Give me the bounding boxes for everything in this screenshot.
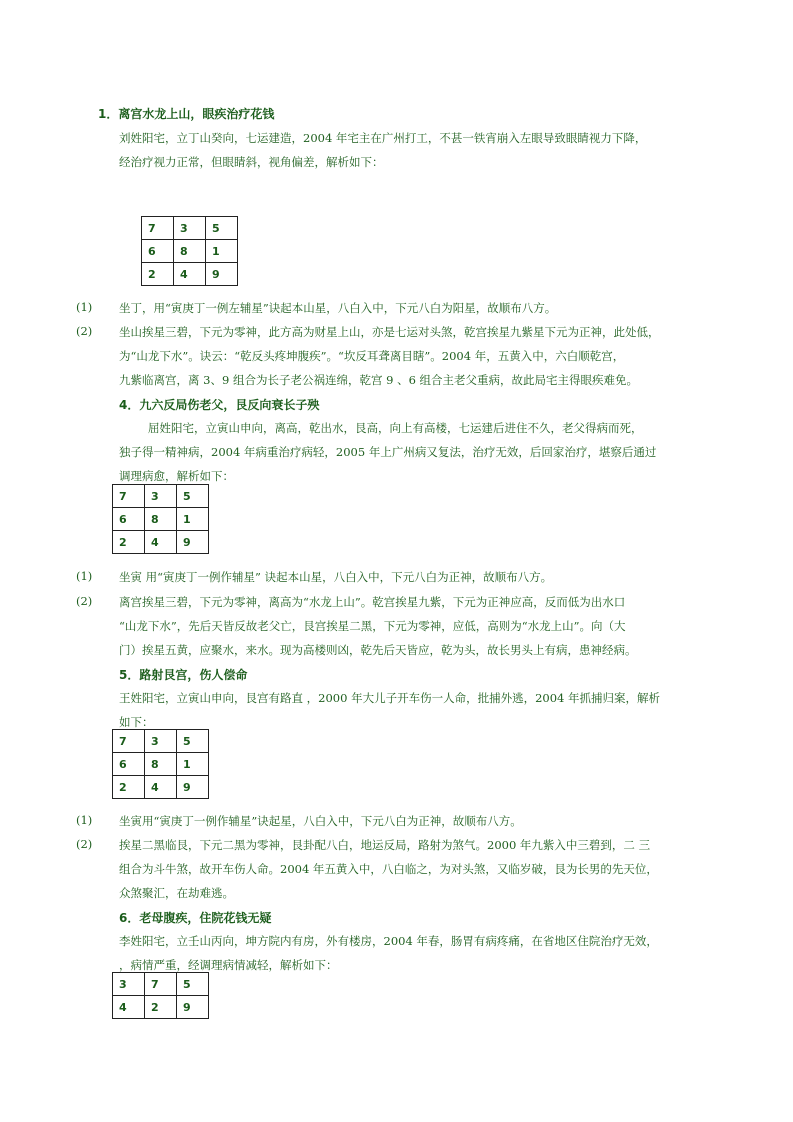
grid-cell: 9 <box>177 531 209 554</box>
grid-cell: 2 <box>113 776 145 799</box>
section-title: 5．路射艮宫，伤人偿命 <box>119 668 248 682</box>
grid-cell: 8 <box>145 508 177 531</box>
analysis-line: 坐寅用“寅庚丁一例作辅星”诀起星，八白入中，下元八白为正神，故顺布八方。 <box>119 814 522 828</box>
intro-line: 独子得一精神病，2004 年病重治疗病轻，2005 年上广州病又复法，治疗无效，后回家治疗，堪察后通过 <box>119 445 657 459</box>
grid-cell: 8 <box>145 753 177 776</box>
grid-cell: 3 <box>113 973 145 996</box>
flying-star-grid <box>141 216 238 286</box>
analysis-line: 门）挨星五黄，应聚水，来水。现为高楼则凶，乾先后天皆应，乾为头，故长男头上有病，患神经病。 <box>119 643 637 657</box>
analysis-line: 组合为斗牛煞，故开车伤人命。2004 年五黄入中，八白临之，为对头煞，又临岁破，艮为长男的先天位， <box>119 862 658 876</box>
analysis-line: 坐丁，用“寅庚丁一例左辅星”诀起本山星，八白入中，下元八白为阳星，故顺布八方。 <box>119 301 557 315</box>
intro-line: 李姓阳宅，立壬山丙向，坤方院内有房，外有楼房，2004 年春，肠胃有病疼痛，在省地区住院治疗无效， <box>119 934 658 948</box>
grid-cell: 8 <box>174 240 206 263</box>
grid-cell: 9 <box>206 263 238 286</box>
item-number: (1) <box>76 813 93 827</box>
analysis-line: 离宫挨星三碧，下元为零神，离高为“水龙上山”。乾宫挨星九紫，下元为正神应高，反而低为出水口 <box>119 595 626 609</box>
grid-cell: 4 <box>145 531 177 554</box>
grid-cell: 9 <box>177 996 209 1019</box>
grid-cell: 3 <box>145 485 177 508</box>
grid-cell: 7 <box>142 217 174 240</box>
intro-line: 屈姓阳宅，立寅山申向，离高，乾出水，艮高，向上有高楼，七运建后进住不久，老父得病而死， <box>148 421 643 435</box>
grid-cell: 1 <box>177 753 209 776</box>
intro-line: 刘姓阳宅，立丁山癸向，七运建造，2004 年宅主在广州打工，不甚一铁宵崩入左眼导致眼睛视力下降， <box>119 131 647 145</box>
grid-cell: 6 <box>142 240 174 263</box>
grid-cell: 7 <box>113 730 145 753</box>
grid-cell: 2 <box>145 996 177 1019</box>
analysis-line: 为“山龙下水”。诀云：“乾反头疼坤腹疾”。“坎反耳聋离目瞎”。2004 年，五黄入中，六白顺乾宫， <box>119 349 625 363</box>
grid-cell: 6 <box>113 753 145 776</box>
flying-star-grid <box>112 972 209 1019</box>
analysis-line: “山龙下水”，先后天皆反故老父亡，艮宫挨星二黑，下元为零神，应低，高则为“水龙上山”。向（大 <box>119 619 626 633</box>
grid-cell: 4 <box>145 776 177 799</box>
grid-cell: 5 <box>206 217 238 240</box>
item-number: (2) <box>76 837 93 851</box>
item-number: (2) <box>76 324 93 338</box>
grid-cell: 4 <box>174 263 206 286</box>
analysis-line: 挨星二黑临艮，下元二黑为零神，艮卦配八白，地运反局，路射为煞气。2000 年九紫入中三碧到，二 三 <box>119 838 651 852</box>
intro-line: ，病情严重，经调理病情减轻，解析如下： <box>119 958 338 972</box>
analysis-line: 坐寅 用“寅庚丁一例作辅星” 诀起本山星，八白入中，下元八白为正神，故顺布八方。 <box>119 570 553 584</box>
grid-cell: 7 <box>145 973 177 996</box>
grid-cell: 6 <box>113 508 145 531</box>
grid-cell: 5 <box>177 730 209 753</box>
grid-cell: 4 <box>113 996 145 1019</box>
flying-star-grid <box>112 484 209 554</box>
intro-line: 调理病愈，解析如下： <box>119 469 234 483</box>
item-number: (2) <box>76 594 93 608</box>
section-title: 4．九六反局伤老父，艮反向衰长子殃 <box>119 398 320 412</box>
grid-cell: 5 <box>177 485 209 508</box>
flying-star-grid <box>112 729 209 799</box>
intro-line: 王姓阳宅，立寅山申向，艮宫有路直 ，2000 年大儿子开车伤一人命，批捕外逃，2004 年抓捕归案，解析 <box>119 691 660 705</box>
analysis-line: 九紫临离宫，离 3、9 组合为长子老公祸连绵，乾宫 9 、6 组合主老父重病，故此局宅主得眼疾难免。 <box>119 373 639 387</box>
grid-cell: 3 <box>145 730 177 753</box>
grid-cell: 5 <box>177 973 209 996</box>
grid-cell: 1 <box>206 240 238 263</box>
grid-cell: 2 <box>113 531 145 554</box>
grid-cell: 9 <box>177 776 209 799</box>
section-title: 1．离宫水龙上山，眼疾治疗花钱 <box>98 107 275 121</box>
analysis-line: 坐山挨星三碧，下元为零神，此方高为财星上山，亦是七运对头煞，乾宫挨星九紫星下元为正神，此处低， <box>119 325 660 339</box>
intro-line: 经治疗视力正常，但眼睛斜，视角偏差，解析如下： <box>119 155 384 169</box>
item-number: (1) <box>76 569 93 583</box>
grid-cell: 1 <box>177 508 209 531</box>
section-title: 6．老母腹疾，住院花钱无疑 <box>119 911 272 925</box>
grid-cell: 2 <box>142 263 174 286</box>
grid-cell: 7 <box>113 485 145 508</box>
grid-cell: 3 <box>174 217 206 240</box>
analysis-line: 众煞聚汇，在劫难逃。 <box>119 886 234 900</box>
item-number: (1) <box>76 300 93 314</box>
intro-line: 如下： <box>119 715 154 729</box>
